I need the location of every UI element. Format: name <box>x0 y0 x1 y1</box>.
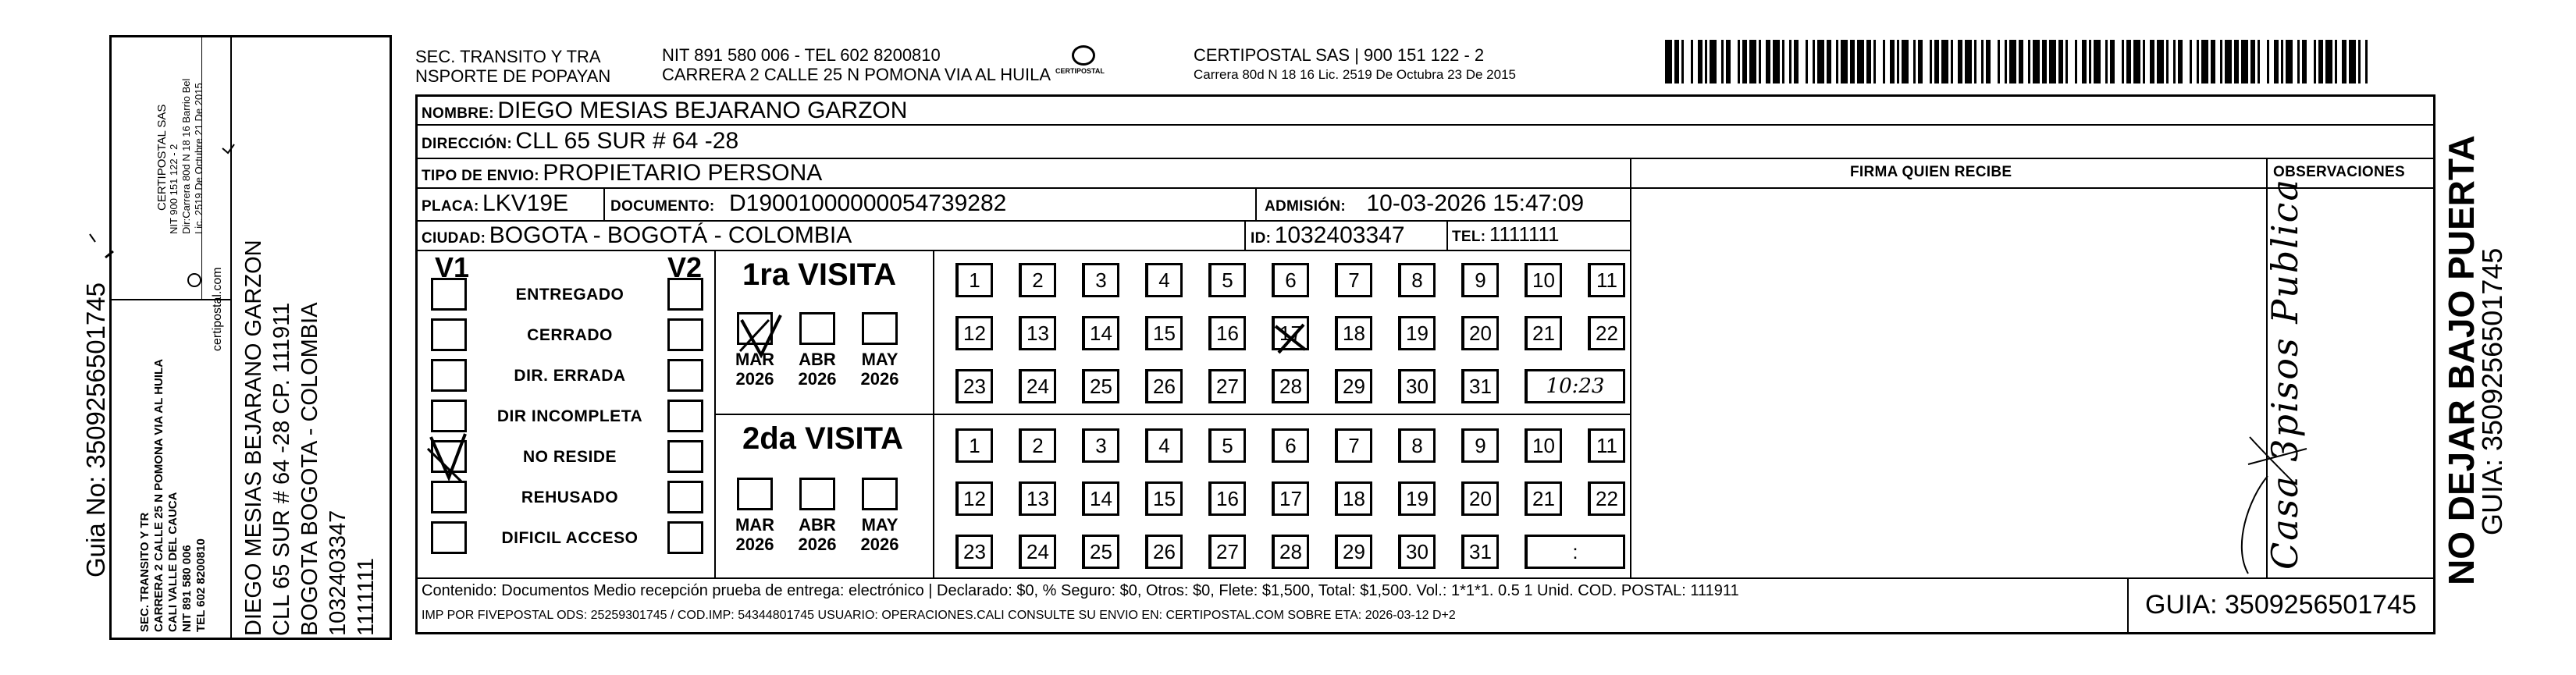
day-box[interactable]: 25 <box>1082 369 1119 403</box>
header-address: CARRERA 2 CALLE 25 N POMONA VIA AL HUILA <box>662 65 1051 84</box>
day-box[interactable]: 5 <box>1208 428 1246 463</box>
day-box[interactable]: 16 <box>1208 481 1246 516</box>
footer-guia: GUIA: 3509256501745 <box>2145 590 2417 620</box>
day-box[interactable]: 12 <box>955 481 993 516</box>
header-courier-license: Carrera 80d N 18 16 Lic. 2519 De Octubra 23 De 2015 <box>1194 67 1516 82</box>
day-box[interactable]: 30 <box>1398 369 1436 403</box>
stub-recipient-line-4: 1032403347 <box>326 510 350 636</box>
stub-recipient-line-5: 1111111 <box>354 558 379 636</box>
day-box[interactable]: 7 <box>1335 428 1372 463</box>
second-visit-title: 2da VISITA <box>742 421 903 456</box>
header-sender-line-1: SEC. TRANSITO Y TRA <box>415 47 601 66</box>
reason-label: DIR INCOMPLETA <box>496 407 643 425</box>
stub-recipient-line-1: DIEGO MESIAS BEJARANO GARZON <box>241 240 266 636</box>
firma-label: FIRMA QUIEN RECIBE <box>1850 164 2012 180</box>
tel-label: TEL: <box>1452 229 1486 245</box>
stub-courier-line-1: CERTIPOSTAL SAS <box>155 104 169 211</box>
day-box[interactable]: 17 <box>1272 316 1309 350</box>
tipo-label: TIPO DE ENVIO: <box>422 168 539 184</box>
observaciones-label: OBSERVACIONES <box>2273 164 2405 180</box>
month-year: 2026 <box>798 535 837 554</box>
header-courier: CERTIPOSTAL SAS | 900 151 122 - 2 <box>1194 45 1485 65</box>
day-box[interactable]: 11 <box>1588 428 1625 463</box>
nombre-value: DIEGO MESIAS BEJARANO GARZON <box>497 98 908 123</box>
day-box[interactable]: 30 <box>1398 535 1436 569</box>
day-box[interactable]: 6 <box>1272 263 1309 297</box>
stub-sender-line-1: SEC. TRANSITO Y TR <box>138 512 151 632</box>
day-17-cross-mark <box>1276 325 1305 353</box>
admision-label: ADMISIÓN: <box>1265 198 1347 215</box>
month-year: 2026 <box>735 535 774 554</box>
v2-label: V2 <box>667 251 703 283</box>
day-box[interactable]: 19 <box>1398 316 1436 350</box>
day-box[interactable]: 20 <box>1461 481 1499 516</box>
ciudad-label: CIUDAD: <box>422 230 486 247</box>
day-box[interactable]: 18 <box>1335 316 1372 350</box>
stub-recipient-line-3: BOGOTA BOGOTA - COLOMBIA <box>297 302 322 636</box>
time-box[interactable]: : <box>1525 535 1625 569</box>
stub-recipient-line-2: CLL 65 SUR # 64 -28 CP. 111911 <box>269 302 294 636</box>
day-box[interactable]: 22 <box>1588 316 1625 350</box>
day-box[interactable]: 2 <box>1019 263 1056 297</box>
month-year: 2026 <box>735 369 774 389</box>
month-name: ABR <box>799 515 836 535</box>
day-box[interactable]: 29 <box>1335 369 1372 403</box>
day-box[interactable]: 4 <box>1145 428 1183 463</box>
month-name: ABR <box>799 350 836 369</box>
day-box[interactable]: 3 <box>1082 428 1119 463</box>
reason-label: ENTREGADO <box>515 286 624 304</box>
day-box[interactable]: 23 <box>955 369 993 403</box>
day-box[interactable]: 15 <box>1145 481 1183 516</box>
ciudad-value: BOGOTA - BOGOTÁ - COLOMBIA <box>489 222 852 248</box>
no-dejar-bajo-puerta: NO DEJAR BAJO PUERTA <box>2441 135 2482 585</box>
stub-guia-label: Guia No: 3509256501745 <box>81 282 110 577</box>
day-box[interactable]: 22 <box>1588 481 1625 516</box>
stub-sender-line-4: NIT 891 580 006 <box>180 545 194 632</box>
day-box[interactable]: 5 <box>1208 263 1246 297</box>
day-box[interactable]: 13 <box>1019 481 1056 516</box>
id-value: 1032403347 <box>1274 222 1405 248</box>
day-box[interactable]: 1 <box>955 428 993 463</box>
day-box[interactable]: 28 <box>1272 369 1309 403</box>
reason-label: NO RESIDE <box>522 448 617 466</box>
footer-contenido: Contenido: Documentos Medio recepción prueba de entrega: electrónico | Declarado: $0, % Seguro: $0, Otros: $0, Flete: $1,500, Total: $1,500. Vol.: 1*1*1. 0.5 1 Unid. COD. POSTAL: 111911 <box>422 582 1739 599</box>
time-box[interactable]: 10:23 <box>1525 369 1625 403</box>
tipo-value: PROPIETARIO PERSONA <box>543 160 823 186</box>
reason-label: REHUSADO <box>521 488 619 506</box>
placa-label: PLACA: <box>422 198 479 215</box>
day-box[interactable]: 15 <box>1145 316 1183 350</box>
day-box[interactable]: 9 <box>1461 263 1499 297</box>
day-box[interactable]: 26 <box>1145 369 1183 403</box>
documento-label: DOCUMENTO: <box>610 198 715 215</box>
day-box[interactable]: 28 <box>1272 535 1309 569</box>
first-visit-title: 1ra VISITA <box>742 258 897 292</box>
header-sender-line-2: NSPORTE DE POPAYAN <box>415 66 611 86</box>
day-box[interactable]: 25 <box>1082 535 1119 569</box>
day-box[interactable]: 9 <box>1461 428 1499 463</box>
day-box[interactable]: 7 <box>1335 263 1372 297</box>
stub-courier-web: certipostal.com <box>211 267 224 351</box>
day-box[interactable]: 4 <box>1145 263 1183 297</box>
day-box[interactable]: 23 <box>955 535 993 569</box>
footer-imp: IMP POR FIVEPOSTAL ODS: 25259301745 / COD.IMP: 54344801745 USUARIO: OPERACIONES.CALI CONSULTE SU ENVIO EN: CERTIPOSTAL.COM SOBRE ETA: 2026-03-12 D+2 <box>422 609 1456 622</box>
day-box[interactable]: 11 <box>1588 263 1625 297</box>
reason-label: DIFICIL ACCESO <box>501 529 639 547</box>
day-box[interactable]: 16 <box>1208 316 1246 350</box>
day-box[interactable]: 31 <box>1461 535 1499 569</box>
month-name: MAY <box>861 515 898 535</box>
day-box[interactable]: 10 <box>1525 263 1562 297</box>
day-box[interactable]: 24 <box>1019 535 1056 569</box>
stub-sender-line-5: TEL 602 8200810 <box>194 538 208 632</box>
stub-courier-line-3: Dir:Carrera 80d N 18 16 Barrio Bel <box>180 78 192 234</box>
month-name: MAR <box>735 350 775 369</box>
tel-value: 1111111 <box>1489 222 1560 246</box>
day-box[interactable]: 20 <box>1461 316 1499 350</box>
handwritten-observacion: Casa 3pisos Publica <box>2264 178 2306 570</box>
day-box[interactable]: 26 <box>1145 535 1183 569</box>
day-box[interactable]: 17 <box>1272 481 1309 516</box>
certipostal-logo-text: CERTIPOSTAL <box>1055 67 1105 75</box>
v1-label: V1 <box>435 251 470 283</box>
day-box[interactable]: 18 <box>1335 481 1372 516</box>
documento-value: D19001000000054739282 <box>729 190 1007 216</box>
stub-sender-line-3: CALI VALLE DEL CAUCA <box>166 492 180 632</box>
reason-label: DIR. ERRADA <box>514 367 626 385</box>
day-box[interactable]: 21 <box>1525 316 1562 350</box>
day-box[interactable]: 24 <box>1019 369 1056 403</box>
month-year: 2026 <box>798 369 837 389</box>
day-box[interactable]: 21 <box>1525 481 1562 516</box>
day-box[interactable]: 27 <box>1208 369 1246 403</box>
stub-courier-line-4: Lic. 2519 De Octubre 21 De 2015 <box>193 83 205 234</box>
month-name: MAR <box>735 515 775 535</box>
nombre-label: NOMBRE: <box>422 105 494 122</box>
day-box[interactable]: 2 <box>1019 428 1056 463</box>
day-box[interactable]: 1 <box>955 263 993 297</box>
day-box[interactable]: 8 <box>1398 263 1436 297</box>
month-year: 2026 <box>860 535 899 554</box>
direccion-label: DIRECCIÓN: <box>422 136 512 152</box>
day-box[interactable]: 14 <box>1082 481 1119 516</box>
header-nit: NIT 891 580 006 - TEL 602 8200810 <box>662 45 941 65</box>
reason-label: CERRADO <box>527 326 613 344</box>
id-label: ID: <box>1251 230 1272 247</box>
side-guia: GUIA: 3509256501745 <box>2476 247 2508 535</box>
day-box[interactable]: 31 <box>1461 369 1499 403</box>
day-box[interactable]: 14 <box>1082 316 1119 350</box>
day-box[interactable]: 29 <box>1335 535 1372 569</box>
month-name: MAY <box>861 350 898 369</box>
day-box[interactable]: 10 <box>1525 428 1562 463</box>
day-box[interactable]: 8 <box>1398 428 1436 463</box>
admision-value: 10-03-2026 15:47:09 <box>1366 190 1585 216</box>
mar-check-mark <box>742 315 781 355</box>
day-box[interactable]: 12 <box>955 316 993 350</box>
day-box[interactable]: 3 <box>1082 263 1119 297</box>
stub-courier-line-2: NIT 900 151 122 - 2 <box>168 144 180 234</box>
month-year: 2026 <box>860 369 899 389</box>
day-box[interactable]: 13 <box>1019 316 1056 350</box>
direccion-value: CLL 65 SUR # 64 -28 <box>515 128 739 154</box>
stub-sender-line-2: CARRERA 2 CALLE 25 N POMONA VIA AL HUILA <box>152 358 165 632</box>
day-box[interactable]: 19 <box>1398 481 1436 516</box>
day-box[interactable]: 27 <box>1208 535 1246 569</box>
placa-value: LKV19E <box>482 190 569 216</box>
day-box[interactable]: 6 <box>1272 428 1309 463</box>
